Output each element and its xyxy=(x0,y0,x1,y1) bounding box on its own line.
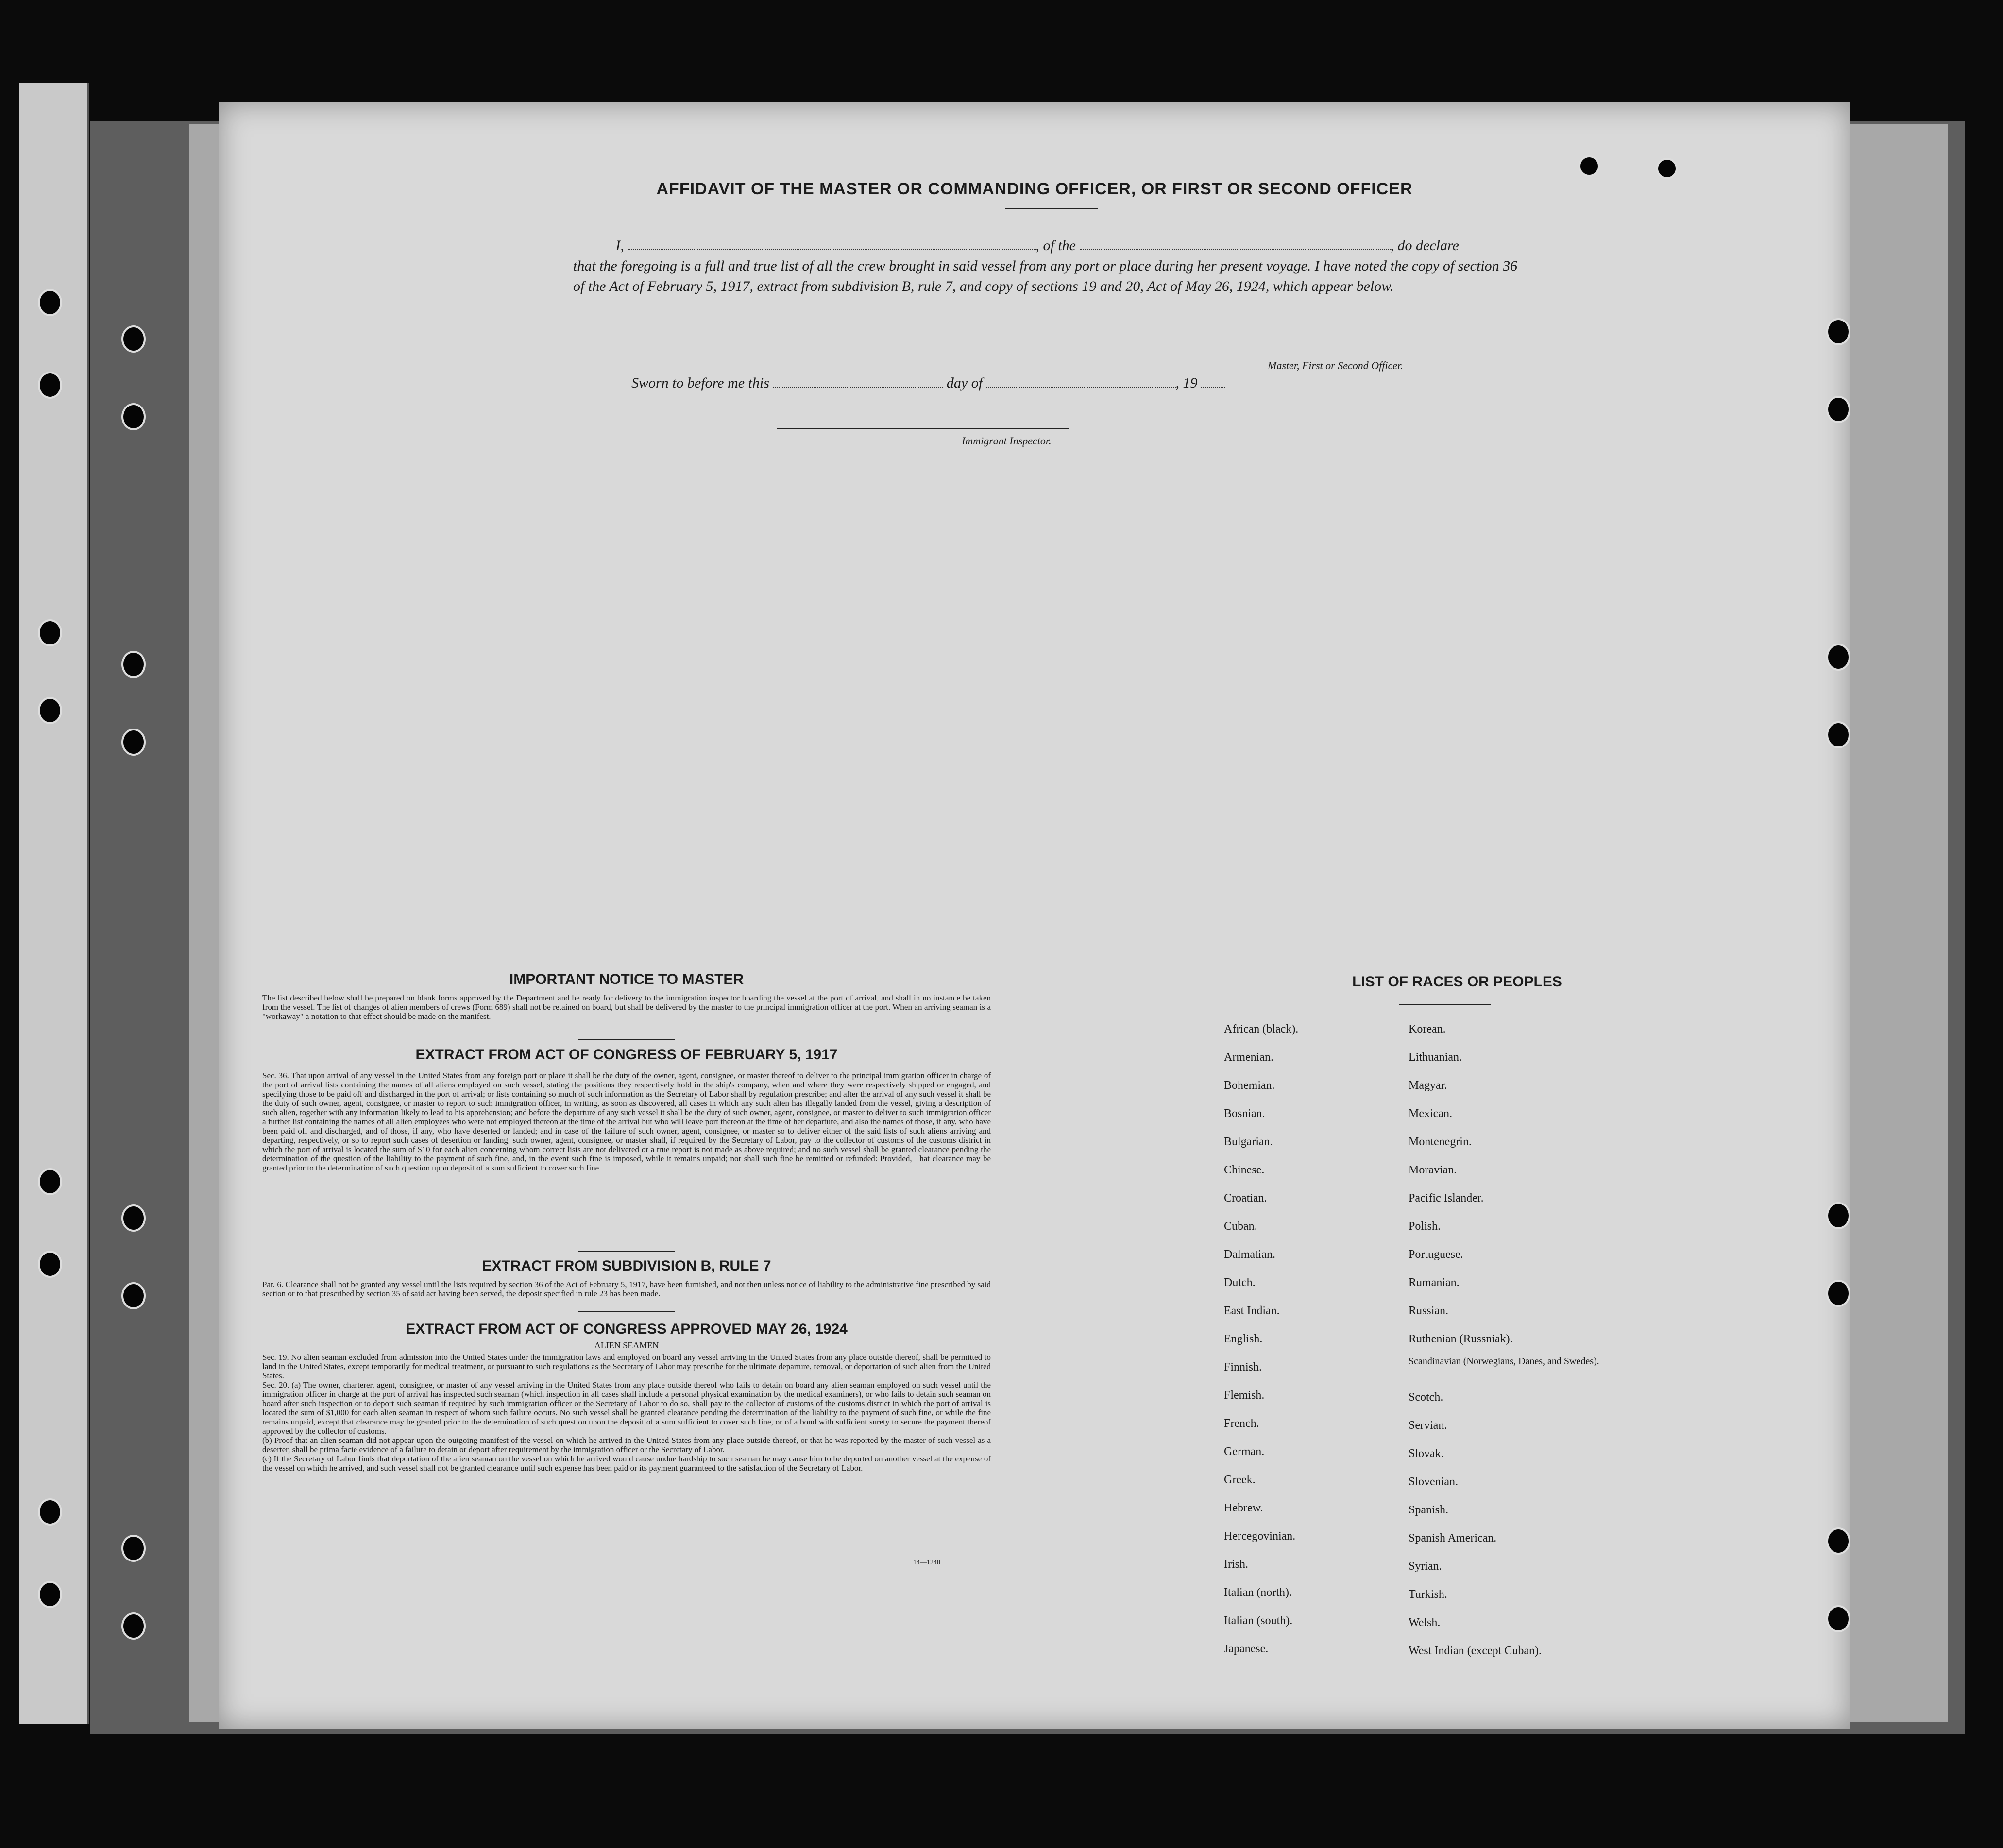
punch-hole xyxy=(1656,158,1678,179)
punch-hole xyxy=(121,651,146,678)
race-item: Mexican. xyxy=(1409,1107,1452,1120)
affidavit-declare: , do declare xyxy=(1390,237,1459,254)
race-item: Rumanian. xyxy=(1409,1276,1460,1289)
punch-hole xyxy=(1826,1527,1850,1555)
race-item: Scandinavian (Norwegians, Danes, and Swedes). xyxy=(1409,1356,1599,1367)
race-item: West Indian (except Cuban). xyxy=(1409,1645,1542,1657)
notice-text: The list described below shall be prepared on blank forms approved by the Department and be ready for delivery to the immigration inspector boarding the vessel at the port of arrival, and shall in no instance be taken from the vessel. The list of changes of alien members of crews (Form 689) shall not be retained on board, but shall be delivered by the master to the principal immigration officer at the port. When an arriving seaman is a "workaway" a notation to that effect should be made on the manifest. xyxy=(262,993,991,1021)
affidavit-line-1 xyxy=(573,236,1525,256)
race-item: Hebrew. xyxy=(1224,1502,1263,1514)
title-rule xyxy=(1005,208,1098,209)
race-item: Slovak. xyxy=(1409,1447,1444,1460)
race-item: African (black). xyxy=(1224,1023,1299,1035)
extract-1917-title: EXTRACT FROM ACT OF CONGRESS OF FEBRUARY 5, 1917 xyxy=(415,1047,838,1063)
race-item: Polish. xyxy=(1409,1220,1441,1233)
punch-hole xyxy=(1826,1202,1850,1229)
race-item: Bohemian. xyxy=(1224,1079,1275,1092)
race-item: Servian. xyxy=(1409,1419,1447,1432)
race-item: Italian (north). xyxy=(1224,1586,1292,1599)
punch-hole xyxy=(38,1498,62,1526)
race-item: Spanish American. xyxy=(1409,1532,1497,1544)
race-item: Greek. xyxy=(1224,1474,1256,1486)
races-rule xyxy=(1399,1004,1491,1005)
race-item: Bulgarian. xyxy=(1224,1136,1273,1148)
race-item: Chinese. xyxy=(1224,1164,1265,1176)
sec-19-text: Sec. 19. No alien seaman excluded from admission into the United States under the immigration laws and employed on board any vessel arriving in the United States from any place outside thereof, shall be permitted to land in the United States, except temporarily for medical treatment, or pursuant to such regulations as the Secretary of Labor may prescribe for the ultimate departure, removal, or deportation of such alien from the United States. xyxy=(262,1353,991,1380)
race-item: Dutch. xyxy=(1224,1276,1256,1289)
race-item: Finnish. xyxy=(1224,1361,1262,1373)
race-item: Scotch. xyxy=(1409,1391,1443,1404)
race-item: Montenegrin. xyxy=(1409,1136,1472,1148)
sworn-day-field[interactable] xyxy=(773,374,943,388)
punch-hole xyxy=(1579,155,1600,177)
affidavit-of-the: , of the xyxy=(1035,237,1076,254)
race-item: French. xyxy=(1224,1417,1259,1430)
races-left-column xyxy=(1224,1015,1399,1663)
extract-rule7-title: EXTRACT FROM SUBDIVISION B, RULE 7 xyxy=(482,1258,771,1274)
sec-20b-text: (b) Proof that an alien seaman did not appear upon the outgoing manifest of the vessel on which he arrived in the United States from any place outside thereof, or that he was reported by the master of such vessel as a deserter, shall be prima facie evidence of a failure to detain or deport after requirement by the immigration officer or the Secretary of Labor. xyxy=(262,1436,991,1454)
sworn-line xyxy=(631,374,1225,391)
section-rule xyxy=(578,1039,675,1040)
race-item: English. xyxy=(1224,1333,1263,1345)
sec-20c-text: (c) If the Secretary of Labor finds that deportation of the alien seaman on the vessel on which he arrived would cause undue hardship to such seaman he may cause him to be deported on another vessel at the expense of the vessel on which he arrived, and such vessel shall not be granted clearance until such expense has been paid or its payment guaranteed to the satisfaction of the Secretary of Labor. xyxy=(262,1454,991,1473)
affidavit-title: AFFIDAVIT OF THE MASTER OR COMMANDING OFFICER, OR FIRST OR SECOND OFFICER xyxy=(656,180,1413,198)
manifest-page xyxy=(219,102,1850,1729)
race-item: Flemish. xyxy=(1224,1389,1265,1402)
race-item: Armenian. xyxy=(1224,1051,1273,1064)
race-item: Italian (south). xyxy=(1224,1614,1293,1627)
race-item: Irish. xyxy=(1224,1558,1248,1571)
extract-rule7-text: Par. 6. Clearance shall not be granted any vessel until the lists required by section 36 of the Act of February 5, 1917, have been furnished, and not then unless notice of liability to the administrative fine prescribed by said section or to that prescribed by section 35 of said act having been served, the deposit specified in rule 23 has been made. xyxy=(262,1280,991,1298)
punch-hole xyxy=(121,729,146,756)
punch-hole xyxy=(1826,396,1850,423)
sworn-year-field[interactable] xyxy=(1201,374,1225,388)
race-item: Croatian. xyxy=(1224,1192,1267,1204)
race-item: Pacific Islander. xyxy=(1409,1192,1484,1204)
punch-hole xyxy=(38,372,62,399)
punch-hole xyxy=(1826,318,1850,345)
name-field[interactable] xyxy=(628,237,1036,250)
sworn-month-field[interactable] xyxy=(986,374,1176,388)
punch-hole xyxy=(121,403,146,430)
sworn-prefix: Sworn to before me this xyxy=(631,375,769,391)
alien-seamen-subtitle: ALIEN SEAMEN xyxy=(594,1340,659,1350)
race-item: Hercegovinian. xyxy=(1224,1530,1296,1543)
punch-hole xyxy=(1826,1605,1850,1632)
section-rule xyxy=(578,1251,675,1252)
notice-title: IMPORTANT NOTICE TO MASTER xyxy=(509,971,744,987)
section-rule xyxy=(578,1311,675,1312)
sworn-year-label: , 19 xyxy=(1175,375,1198,391)
races-right-column xyxy=(1409,1015,1642,1665)
race-item: Cuban. xyxy=(1224,1220,1257,1233)
punch-hole xyxy=(121,1612,146,1640)
race-item: Dalmatian. xyxy=(1224,1248,1275,1261)
affidavit-body: that the foregoing is a full and true list of all the crew brought in said vessel from any port or place during her present voyage. I have noted the copy of section 36 of the Act of February 5, 1917, extract from subdivision B, rule 7, and copy of sections 19 and 20, Act of May 26, 1924, which appear below. xyxy=(573,258,1518,294)
extract-1917-text: Sec. 36. That upon arrival of any vessel in the United States from any foreign port or place it shall be the duty of the owner, agent, consignee, or master thereof to deliver to the principal immigration officer in charge of the port of arrival lists containing the names of all aliens employed on such vessel, stating the positions they respectively hold in the ship's company, when and where they were respectively shipped or engaged, and specifying those to be paid off and discharged in the port of arrival; or lists containing so much of such information as the Secretary of Labor shall by regulation prescribe; and after the arrival of any such vessel it shall be the duty of such owner, agent, consignee, or master to report to such immigration officer, in writing, as soon as discovered, all cases in which any such alien has illegally landed from the vessel, giving a description of such alien, together with any information likely to lead to his apprehension; and before the departure of any such vessel it shall be the duty of such owner, agent, consignee, or master to deliver to such immigration officer a further list containing the names of all alien employees who were not employed thereon at the time of the arrival but who will leave port thereon at the time of her departure, and also the names of those, if any, who have been paid off and discharged, and of those, if any, who have deserted or landed; and in case of the failure of such owner, agent, consignee, or master so to deliver either of the said lists of such aliens arriving and departing, respectively, or so to report such cases of desertion or landing, such owner, agent, consignee, or master shall, if required by the Secretary of Labor, pay to the collector of customs of the customs district in which the port of arrival is located the sum of $10 for each alien concerning whom correct lists are not delivered or a true report is not made as above required; and no such vessel shall be granted clearance pending the determination of the question of the liability to the payment of such fine, and, in the event such fine is imposed, while it remains unpaid; nor shall such fine be remitted or refunded: Provided, That clearance may be granted prior to the determination of such question upon deposit of a sum sufficient to cover such fine. xyxy=(262,1071,991,1172)
punch-hole xyxy=(1826,1280,1850,1307)
extract-1924-title: EXTRACT FROM ACT OF CONGRESS APPROVED MAY 26, 1924 xyxy=(406,1321,848,1337)
race-item: Welsh. xyxy=(1409,1616,1441,1629)
race-item: Japanese. xyxy=(1224,1643,1269,1655)
race-item: Spanish. xyxy=(1409,1504,1449,1516)
punch-hole xyxy=(38,619,62,646)
punch-hole xyxy=(38,697,62,724)
races-title: LIST OF RACES OR PEOPLES xyxy=(1352,974,1562,990)
sworn-day-label: day of xyxy=(946,375,983,391)
binding-strip xyxy=(19,83,89,1724)
race-item: Russian. xyxy=(1409,1305,1449,1317)
affidavit-text xyxy=(573,236,1525,297)
inspector-signature-line[interactable] xyxy=(777,428,1069,429)
punch-hole xyxy=(121,1204,146,1232)
race-item: Ruthenian (Russniak). xyxy=(1409,1333,1513,1345)
punch-hole xyxy=(38,1581,62,1608)
affidavit-i: I, xyxy=(615,237,624,254)
race-item: Moravian. xyxy=(1409,1164,1457,1176)
punch-hole xyxy=(1826,721,1850,748)
punch-hole xyxy=(1826,644,1850,671)
race-item: Bosnian. xyxy=(1224,1107,1265,1120)
punch-hole xyxy=(121,325,146,353)
extract-1924-text xyxy=(262,1353,991,1473)
race-item: Lithuanian. xyxy=(1409,1051,1462,1064)
punch-hole xyxy=(38,289,62,316)
race-item: Portuguese. xyxy=(1409,1248,1463,1261)
race-item: Slovenian. xyxy=(1409,1475,1458,1488)
master-label: Master, First or Second Officer. xyxy=(1268,359,1403,372)
vessel-field[interactable] xyxy=(1080,237,1391,250)
inspector-label: Immigrant Inspector. xyxy=(962,435,1052,447)
punch-hole xyxy=(38,1168,62,1195)
race-item: German. xyxy=(1224,1445,1265,1458)
punch-hole xyxy=(121,1282,146,1309)
punch-hole xyxy=(121,1535,146,1562)
punch-hole xyxy=(38,1251,62,1278)
form-number: 14—1240 xyxy=(913,1559,940,1566)
race-item: East Indian. xyxy=(1224,1305,1280,1317)
race-item: Syrian. xyxy=(1409,1560,1442,1573)
sec-20a-text: Sec. 20. (a) The owner, charterer, agent, consignee, or master of any vessel arriving in the United States from any place outside thereof who fails to detain on board any alien seaman employed on such vessel until the immigration officer in charge at the port of arrival has inspected such seaman (which inspection in all cases shall include a personal physical examination by the medical examiners), or who fails to detain such seaman on board after such inspection or to deport such seaman if required by such immigration officer or the Secretary of Labor to do so, shall pay to the collector of customs of the customs district in which the port of arrival is located the sum of $1,000 for each alien seaman in respect of whom such failure occurs. No such vessel shall be granted clearance pending the determination of the liability to the payment of such fine, or while the fine remains unpaid, except that clearance may be granted prior to the determination of such question upon the deposit of a sum sufficient to cover such fine, or of a bond with sufficient surety to secure the payment thereof approved by the collector of customs. xyxy=(262,1380,991,1436)
race-item: Turkish. xyxy=(1409,1588,1447,1601)
race-item: Magyar. xyxy=(1409,1079,1447,1092)
race-item: Korean. xyxy=(1409,1023,1446,1035)
